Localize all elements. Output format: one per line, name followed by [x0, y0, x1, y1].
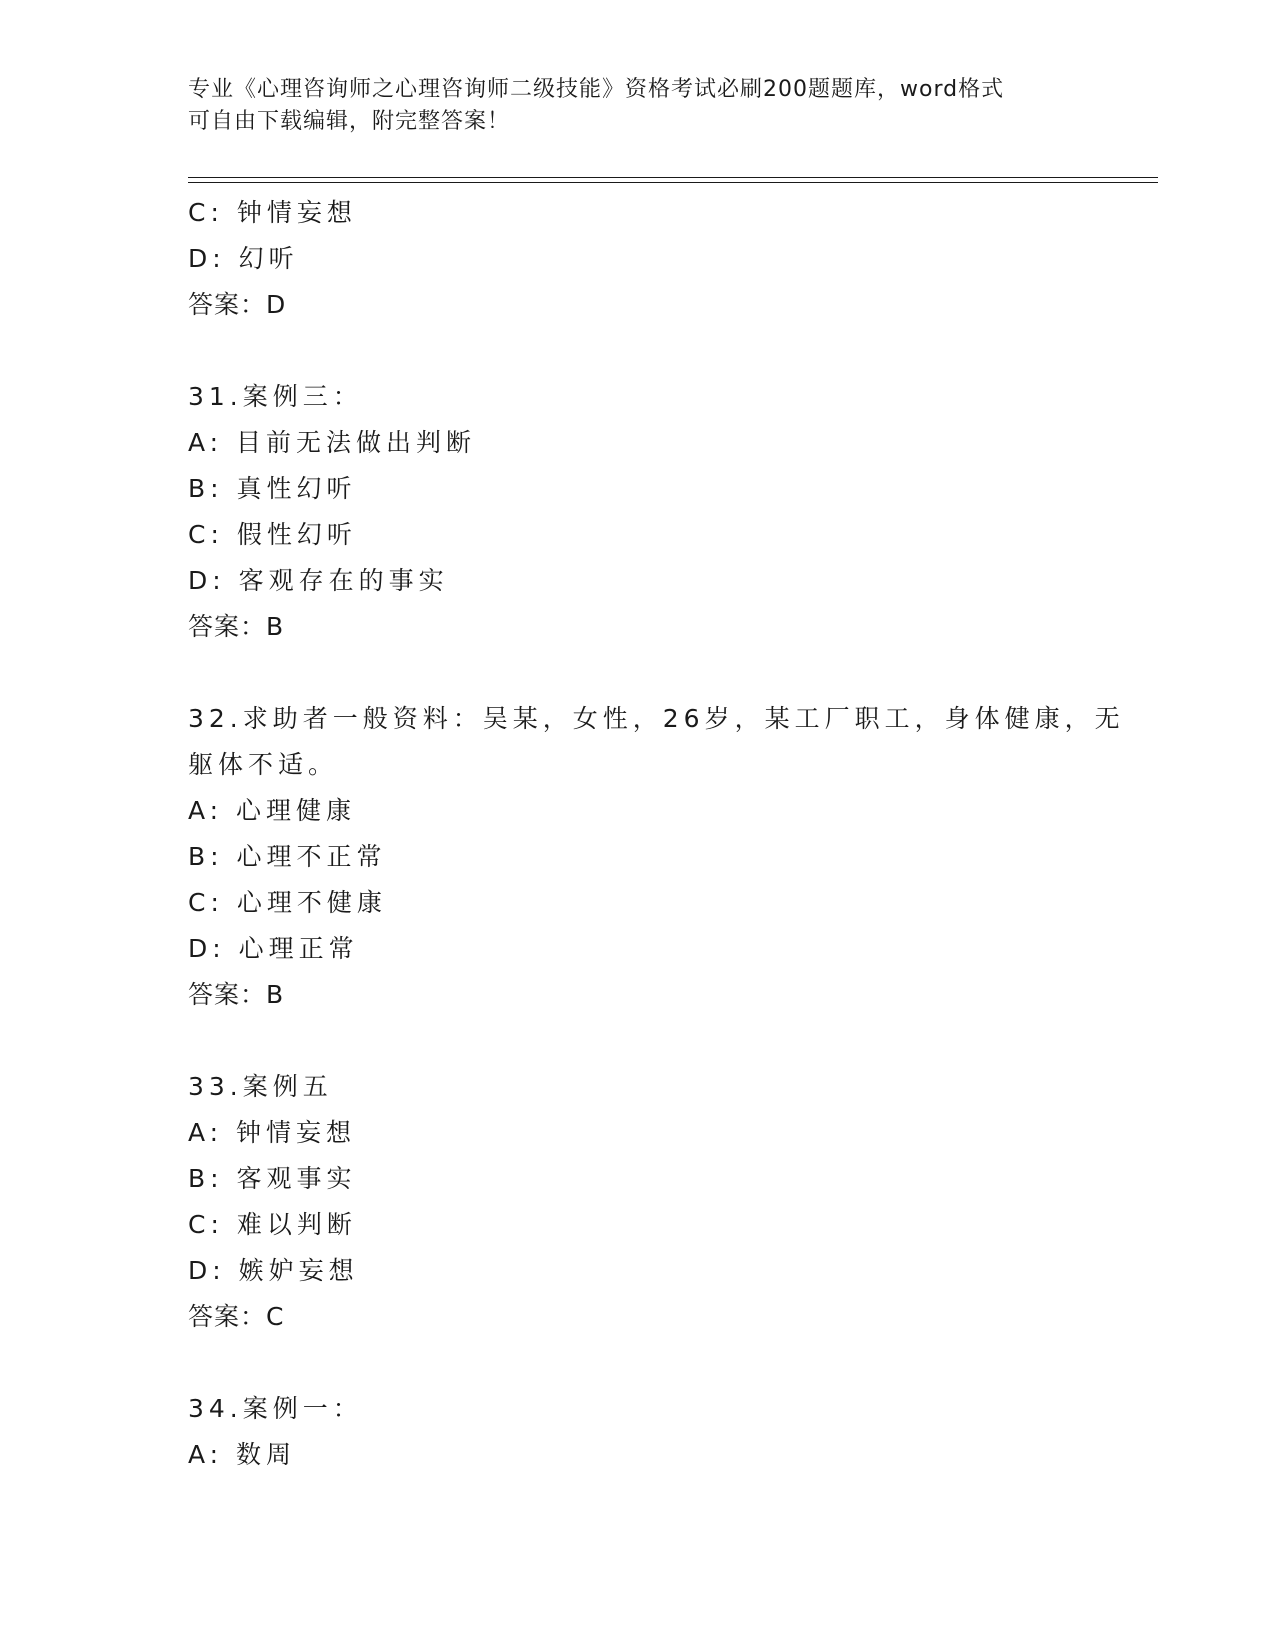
question-block-32 [188, 696, 1125, 1018]
question-block-previous [188, 190, 1088, 328]
question-stem-line-2: 躯体不适。 [188, 750, 339, 779]
answer-line: 答案：B [188, 612, 285, 641]
header-title-line-2: 可自由下载编辑，附完整答案！ [188, 109, 511, 134]
option-d: D: 客观存在的事实 [188, 566, 449, 595]
header-divider-top [188, 177, 1158, 178]
question-stem: 31.案例三： [188, 382, 363, 411]
answer-line: 答案：D [188, 290, 287, 319]
answer-line: 答案：C [188, 1302, 285, 1331]
question-stem: 33.案例五 [188, 1072, 333, 1101]
question-block-33 [188, 1064, 1088, 1340]
option-a: A: 心理健康 [188, 796, 357, 825]
option-a: A: 钟情妄想 [188, 1118, 357, 1147]
option-c: C: 心理不健康 [188, 888, 387, 917]
option-a: A: 数周 [188, 1440, 297, 1469]
question-stem: 34.案例一： [188, 1394, 363, 1423]
header-divider-bottom [188, 182, 1158, 183]
option-b: B: 真性幻听 [188, 474, 357, 503]
option-a: A: 目前无法做出判断 [188, 428, 477, 457]
header-title-line-1: 专业《心理咨询师之心理咨询师二级技能》资格考试必刷200题题库，word格式 [188, 77, 1005, 102]
option-d: D: 嫉妒妄想 [188, 1256, 359, 1285]
option-b: B: 心理不正常 [188, 842, 387, 871]
document-header [188, 74, 1088, 138]
question-block-34 [188, 1386, 1088, 1478]
option-b: B: 客观事实 [188, 1164, 357, 1193]
option-c: C: 假性幻听 [188, 520, 357, 549]
option-d: D: 幻听 [188, 244, 299, 273]
answer-line: 答案：B [188, 980, 285, 1009]
option-d: D: 心理正常 [188, 934, 359, 963]
question-block-31 [188, 374, 1088, 650]
option-c: C: 难以判断 [188, 1210, 357, 1239]
question-list [188, 190, 1125, 1478]
question-stem-line-1: 32.求助者一般资料：吴某，女性，26岁，某工厂职工，身体健康，无 [188, 704, 1125, 733]
option-c: C: 钟情妄想 [188, 198, 357, 227]
